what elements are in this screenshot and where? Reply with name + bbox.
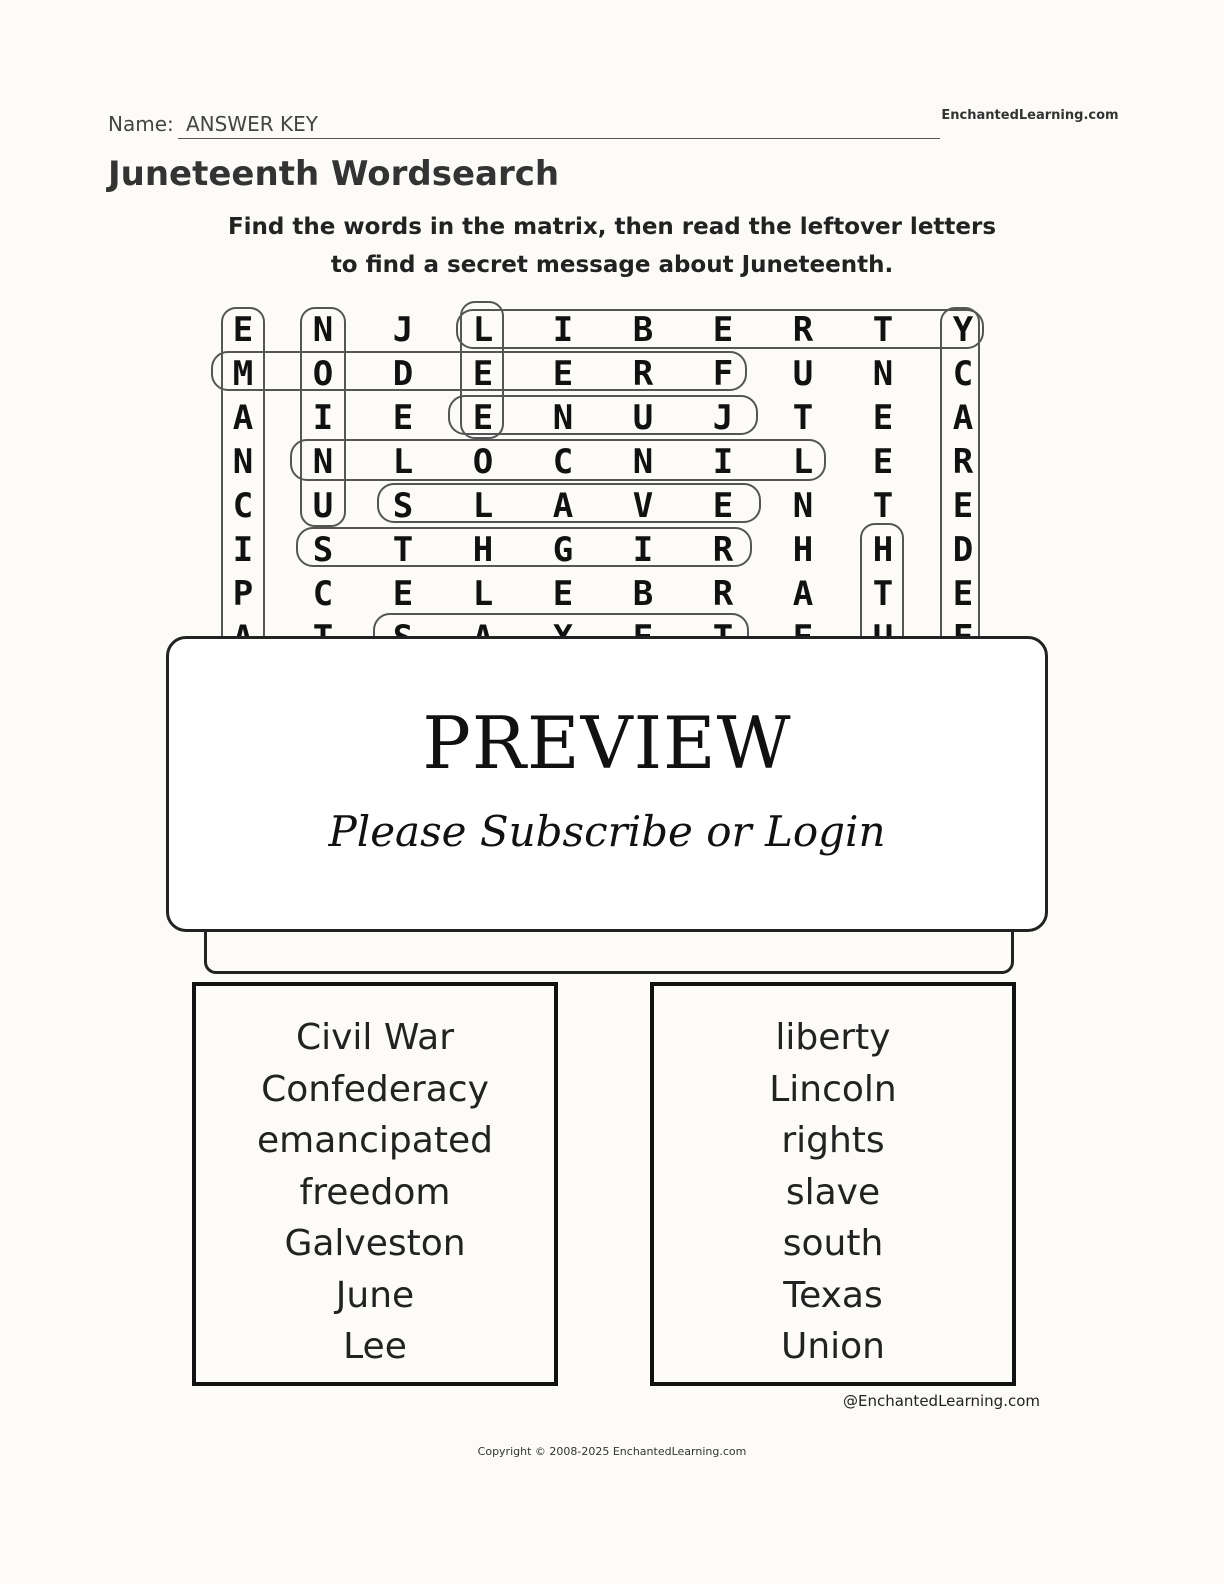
grid-letter: N <box>792 486 814 526</box>
grid-letter: E <box>552 574 574 614</box>
grid-letter <box>393 618 413 638</box>
word-list-item: freedom <box>299 1171 451 1213</box>
grid-letter: N <box>312 442 334 482</box>
word-list-item: rights <box>781 1120 885 1161</box>
grid-letter: T <box>872 486 894 526</box>
site-brand[interactable]: EnchantedLearning.com <box>941 108 1119 123</box>
grid-letter: R <box>712 530 734 570</box>
grid-letter: N <box>232 442 254 482</box>
grid-letter: A <box>232 398 254 438</box>
grid-letter: L <box>472 486 494 526</box>
grid-letter: E <box>872 398 894 438</box>
grid-letter: E <box>392 398 414 438</box>
word-list-right-items <box>654 986 1012 1373</box>
grid-letter: E <box>952 486 974 526</box>
grid-letter: T <box>392 530 414 570</box>
grid-letter: U <box>792 354 814 394</box>
grid-letter: T <box>872 310 894 350</box>
grid-letter: H <box>792 530 814 570</box>
grid-letter: B <box>632 310 654 350</box>
grid-letter: Y <box>952 310 974 350</box>
grid-letter: E <box>552 354 574 394</box>
word-list-item: Galveston <box>284 1223 466 1264</box>
name-value: ANSWER KEY <box>186 112 318 136</box>
page-title: Juneteenth Wordsearch <box>108 154 560 194</box>
grid-letter: R <box>792 310 814 350</box>
grid-letter <box>313 618 333 638</box>
grid-letter: L <box>472 310 494 350</box>
grid-letter: I <box>632 530 654 570</box>
preview-title: PREVIEW <box>422 701 792 785</box>
grid-letter: E <box>472 354 494 394</box>
grid-letter <box>873 618 893 638</box>
grid-letter <box>553 618 574 638</box>
grid-letter: E <box>872 442 894 482</box>
word-search-grid <box>200 296 1000 638</box>
word-list-item: Lincoln <box>769 1068 897 1110</box>
word-list-item: emancipated <box>257 1120 493 1161</box>
worksheet-credit: @EnchantedLearning.com <box>843 1392 1040 1410</box>
word-list-left <box>192 982 558 1386</box>
grid-letter: D <box>952 530 974 570</box>
grid-letter: U <box>312 486 334 526</box>
word-list-item: Lee <box>343 1326 407 1367</box>
grid-letter: V <box>632 486 654 526</box>
grid-letter: A <box>952 398 974 438</box>
subscribe-login-link[interactable]: Please Subscribe or Login <box>328 807 886 856</box>
grid-letter: E <box>232 310 254 350</box>
grid-letter: L <box>792 442 814 482</box>
grid-letter: E <box>712 310 734 350</box>
word-list-item: liberty <box>775 1017 891 1058</box>
grid-letter: L <box>472 574 494 614</box>
grid-letter: T <box>792 398 814 438</box>
grid-letter: N <box>552 398 574 438</box>
grid-letter: N <box>872 354 894 394</box>
preview-overlay[interactable] <box>166 636 1048 932</box>
grid-letter: E <box>392 574 414 614</box>
grid-letter: C <box>312 574 334 614</box>
answer-loop-rights <box>297 528 751 566</box>
word-list-item: Texas <box>783 1274 883 1316</box>
grid-letter: M <box>232 354 254 394</box>
grid-letter: A <box>552 486 574 526</box>
grid-letter: E <box>472 398 494 438</box>
grid-letter: L <box>392 442 414 482</box>
grid-letter: B <box>632 574 654 614</box>
word-list-item: Confederacy <box>261 1068 489 1110</box>
grid-letter: O <box>472 442 494 482</box>
answer-loop-june <box>449 396 757 434</box>
name-label: Name: <box>108 112 174 136</box>
grid-letter: C <box>232 486 254 526</box>
instructions-line-2: to find a secret message about Juneteenth. <box>330 252 894 278</box>
grid-letter: E <box>712 486 734 526</box>
grid-letter: U <box>632 398 654 438</box>
word-list-item: Civil War <box>295 1017 455 1058</box>
grid-letter: D <box>392 354 414 394</box>
grid-letter: O <box>312 354 334 394</box>
grid-letter: T <box>872 574 894 614</box>
grid-letter: S <box>392 486 414 526</box>
name-underline <box>178 138 940 139</box>
grid-letter: R <box>952 442 974 482</box>
word-list-item: Union <box>780 1326 885 1367</box>
word-search-matrix <box>200 296 1000 638</box>
word-list-item: slave <box>785 1171 881 1213</box>
grid-letter: I <box>232 530 254 570</box>
grid-letter: J <box>392 310 414 350</box>
word-list-item: June <box>335 1274 415 1316</box>
grid-letter <box>713 618 733 638</box>
grid-letter: N <box>632 442 654 482</box>
grid-letter: R <box>712 574 734 614</box>
word-list-left-items <box>196 986 554 1373</box>
grid-letter: P <box>232 574 254 614</box>
grid-letters <box>233 310 974 638</box>
grid-letter: A <box>792 574 814 614</box>
grid-letter: J <box>712 398 734 438</box>
grid-letter: H <box>472 530 494 570</box>
grid-letter: S <box>312 530 334 570</box>
grid-letter <box>473 618 493 638</box>
grid-letter: I <box>552 310 574 350</box>
grid-letter: R <box>632 354 654 394</box>
grid-letter <box>233 618 253 638</box>
grid-letter: I <box>312 398 334 438</box>
word-list-item: south <box>782 1223 884 1264</box>
instructions-line-1: Find the words in the matrix, then read the leftover letters <box>227 214 997 240</box>
grid-letter: H <box>872 530 894 570</box>
grid-letter <box>793 618 813 638</box>
grid-letter: F <box>712 354 734 394</box>
grid-letter: G <box>552 530 574 570</box>
grid-letter: N <box>312 310 334 350</box>
copyright: Copyright © 2008-2025 EnchantedLearning.com <box>477 1445 747 1458</box>
grid-letter: E <box>952 574 974 614</box>
grid-letter: C <box>552 442 574 482</box>
grid-letter <box>633 618 653 638</box>
grid-letter: C <box>952 354 974 394</box>
grid-letter <box>953 618 973 638</box>
word-list-right <box>650 982 1016 1386</box>
grid-letter: I <box>712 442 734 482</box>
